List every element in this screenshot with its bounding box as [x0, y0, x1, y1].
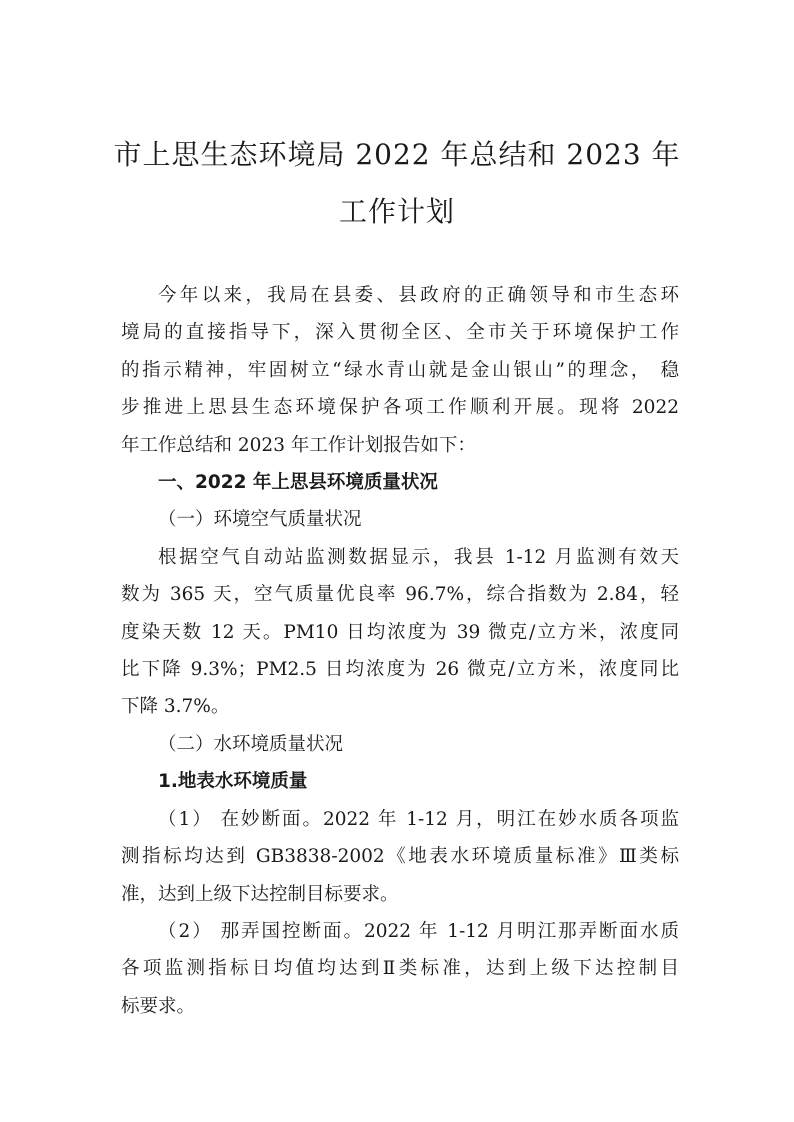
body-text-line: （一）环境空气质量状况	[158, 509, 362, 531]
body-text-line: 年工作总结和 2023 年工作计划报告如下：	[121, 434, 476, 456]
body-text-line: 步推进上思县生态环境保护各项工作顺利开展。现将 2022	[121, 397, 679, 419]
body-text-line: 度染天数 12 天。PM10 日均浓度为 39 微克/立方米，浓度同	[121, 621, 679, 643]
body-text-line: （2） 那弄国控断面。2022 年 1-12 月明江那弄断面水质	[158, 920, 679, 942]
document-title-line-2: 工作计划	[338, 195, 455, 228]
section-heading: 1.地表水环境质量	[158, 771, 308, 793]
body-text-line: 各项监测指标日均值均达到Ⅱ类标准，达到上级下达控制目	[121, 958, 679, 980]
body-text-line: 准，达到上级下达控制目标要求。	[121, 883, 399, 905]
body-text-line: 比下降 9.3%；PM2.5 日均浓度为 26 微克/立方米，浓度同比	[121, 659, 679, 681]
document-body	[121, 277, 679, 1025]
section-heading: 一、2022 年上思县环境质量状况	[158, 472, 438, 494]
body-text-line: 境局的直接指导下，深入贯彻全区、全市关于环境保护工作	[121, 322, 679, 344]
body-text-line: （二）水环境质量状况	[158, 733, 344, 755]
body-text-line: 标要求。	[121, 995, 196, 1017]
body-text-line: 的指示精神，牢固树立“绿水青山就是金山银山”的理念， 稳	[121, 359, 679, 381]
document-title-line-1: 市上思生态环境局 2022 年总结和 2023 年	[113, 138, 681, 171]
body-text-line: 今年以来，我局在县委、县政府的正确领导和市生态环	[158, 285, 679, 306]
body-text-line: 下降 3.7%。	[121, 696, 230, 718]
body-text-line: 数为 365 天，空气质量优良率 96.7%，综合指数为 2.84，轻	[121, 584, 679, 606]
body-text-line: 测指标均达到 GB3838-2002《地表水环境质量标准》Ⅲ类标	[121, 846, 679, 868]
body-text-line: （1） 在妙断面。2022 年 1-12 月，明江在妙水质各项监	[158, 808, 679, 830]
body-text-line: 根据空气自动站监测数据显示，我县 1-12 月监测有效天	[158, 546, 679, 568]
